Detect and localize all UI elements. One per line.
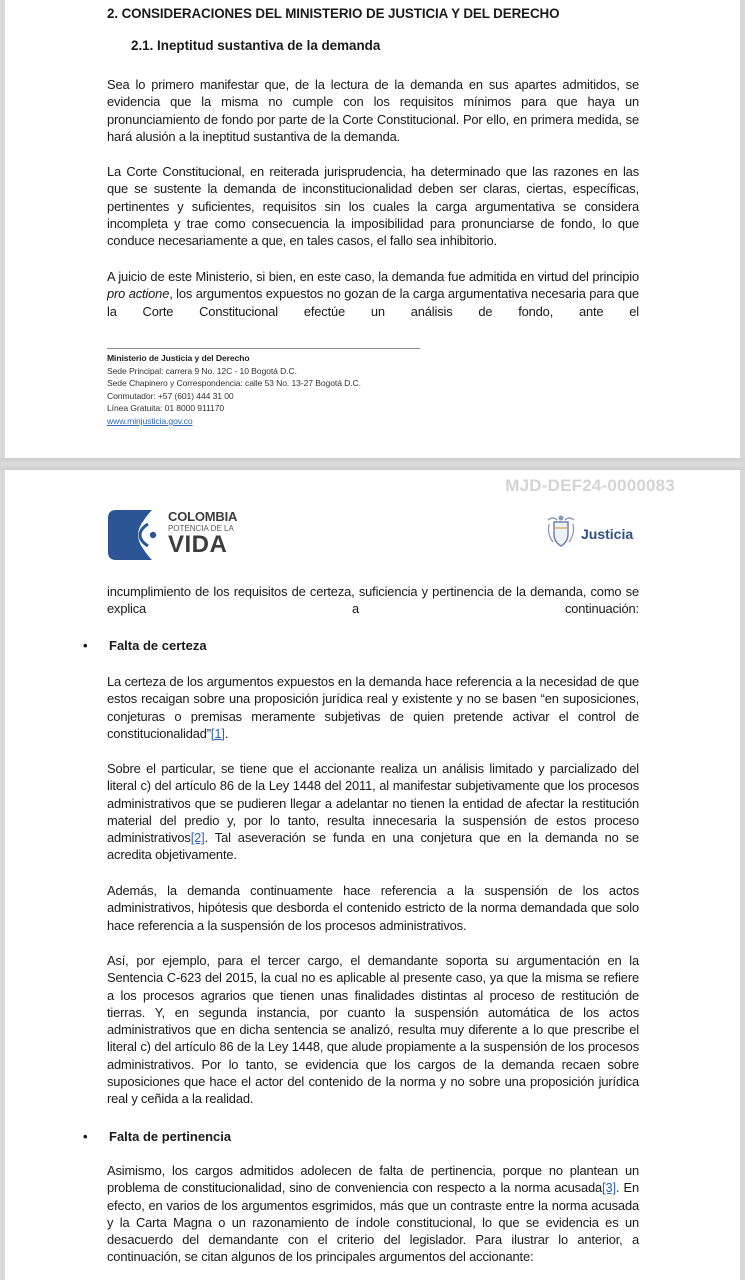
paragraph: A juicio de este Ministerio, si bien, en este caso, la demanda fue admitida en virtud del principio pro actione, los argumentos expuestos no gozan de la carga argumentativa necesaria para que la Corte Constitucional efectúe un análisis de fondo, ante el xyxy=(107,269,639,319)
subsection-heading: 2.1. Ineptitud sustantiva de la demanda xyxy=(131,38,381,53)
page-separator xyxy=(0,458,745,470)
footnote-link[interactable]: [1] xyxy=(210,725,225,741)
footer-org: Ministerio de Justicia y del Derecho xyxy=(107,353,250,363)
section-heading: 2. CONSIDERACIONES DEL MINISTERIO DE JUSTICIA Y DEL DERECHO xyxy=(107,6,560,21)
bullet-label: Falta de pertinencia xyxy=(109,1129,232,1144)
paragraph: Sea lo primero manifestar que, de la lectura de la demanda en sus apartes admitidos, se evidencia que la misma no cumple con los requisitos mínimos para que haya un pronunciamiento de fondo por parte de la Corte Constitucional. Por ello, en primera medida, se hará alusión a la ineptitud sustantiva de la demanda. xyxy=(107,77,639,144)
footer-conmutador: Conmutador: +57 (601) 444 31 00 xyxy=(107,390,234,401)
document-id: MJD-DEF24-0000083 xyxy=(505,476,675,495)
paragraph: Así, por ejemplo, para el tercer cargo, el demandante soporta su argumentación en la Sentencia C-623 del 2015, la cual no es aplicable al presente caso, ya que la misma se refiere a los procesos agrarios que tienen unas finalidades distintas al proceso de restitución de tierras. Y, en segunda instancia, por cuanto la suspensión automática de los actos administrativos que en dicha sentencia se analizó, resulta muy diferente a lo que prescribe el literal c) del artículo 86 de la Ley 1448, que alude propiamente a la suspensión de los procesos administrativos. Por lo tanto, se evidencia que los cargos de la demanda recaen sobre suposiciones que hace el actor del contenido de la norma y no sobre una proposición jurídica real y ceñida a la realidad. xyxy=(107,953,639,1107)
paragraph: La certeza de los argumentos expuestos en la demanda hace referencia a la necesidad de que estos recaigan sobre una proposición jurídica real y existente y no se basen “en suposiciones, conjeturas o premisas meramente subjetivas de quien pretende activar el control de constitucionalidad”[1]. xyxy=(107,674,639,741)
bullet-icon: • xyxy=(83,638,88,653)
paragraph: incumplimiento de los requisitos de certeza, suficiencia y pertinencia de la demanda, como se explica a continuación: xyxy=(107,584,639,617)
italic-term: pro actione xyxy=(107,286,170,302)
footnote-link[interactable]: [2] xyxy=(190,830,205,846)
footer-website-link[interactable]: www.minjusticia.gov.co xyxy=(107,415,193,426)
paragraph: La Corte Constitucional, en reiterada jurisprudencia, ha determinado que las razones en las que se sustente la demanda de inconstitucionalidad deben ser claras, ciertas, específicas, pertinentes y suficientes, requisitos sin los cuales la carga argumentativa se considera incompleta y trae como consecuencia la imposibilidad para pronunciarse de fondo, lo que conduce necesariamente a que, en tales casos, el fallo sea inhibitorio. xyxy=(107,164,639,249)
page-footer xyxy=(107,352,361,428)
paragraph: Sobre el particular, se tiene que el accionante realiza un análisis limitado y parcializado del literal c) del artículo 86 de la Ley 1448 del 2011, al manifestar subjetivamente que los procesos administrativos que se pudieren llegar a adelantar no tienen la entidad de afectar la restitución material del predio y, por lo tanto, resulta innecesaria la suspensión de estos proceso administrativos[2]. Tal aseveración se funda en una conjetura que en la demanda no se acredita objetivamente. xyxy=(107,761,639,863)
footnote-link[interactable]: [3] xyxy=(602,1180,616,1196)
bullet-icon: • xyxy=(83,1129,88,1144)
coat-of-arms-icon xyxy=(545,514,577,550)
footer-sede-principal: Sede Principal: carrera 9 No. 12C - 10 Bogotá D.C. xyxy=(107,365,297,376)
colombia-wave-icon xyxy=(108,510,160,560)
paragraph: Asimismo, los cargos admitidos adolecen de falta de pertinencia, porque no plantean un problema de constitucionalidad, sino de conveniencia con respecto a la norma acusada[3]. En efecto, en varios de los argumentos esgrimidos, más que un contraste entre la norma acusada y la Carta Magna o un razonamiento de índole constitucional, lo que se evidencia es un desacuerdo del demandante con el criterio del legislador. Para ilustrar lo anterior, a continuación, se citan algunos de los principales argumentos del accionante: xyxy=(107,1163,639,1265)
bullet-label: Falta de certeza xyxy=(109,638,207,653)
paragraph: Además, la demanda continuamente hace referencia a la suspensión de los actos administrativos, hipótesis que desborda el contenido estricto de la norma demandada que solo hace referencia a la suspensión de los procesos administrativos. xyxy=(107,883,639,933)
document-page-2 xyxy=(5,470,740,1280)
document-page-1 xyxy=(5,0,740,458)
justicia-wordmark: Justicia xyxy=(581,526,634,542)
colombia-potencia-de-la-vida-logo xyxy=(108,508,248,562)
footer-linea: Línea Gratuita: 01 8000 911170 xyxy=(107,403,225,414)
footer-sede-chapinero: Sede Chapinero y Correspondencia: calle 53 No. 13-27 Bogotá D.C. xyxy=(107,378,361,389)
logo-wordmark: COLOMBIA POTENCIA DE LA VIDA xyxy=(168,509,238,558)
footer-divider xyxy=(107,348,420,349)
